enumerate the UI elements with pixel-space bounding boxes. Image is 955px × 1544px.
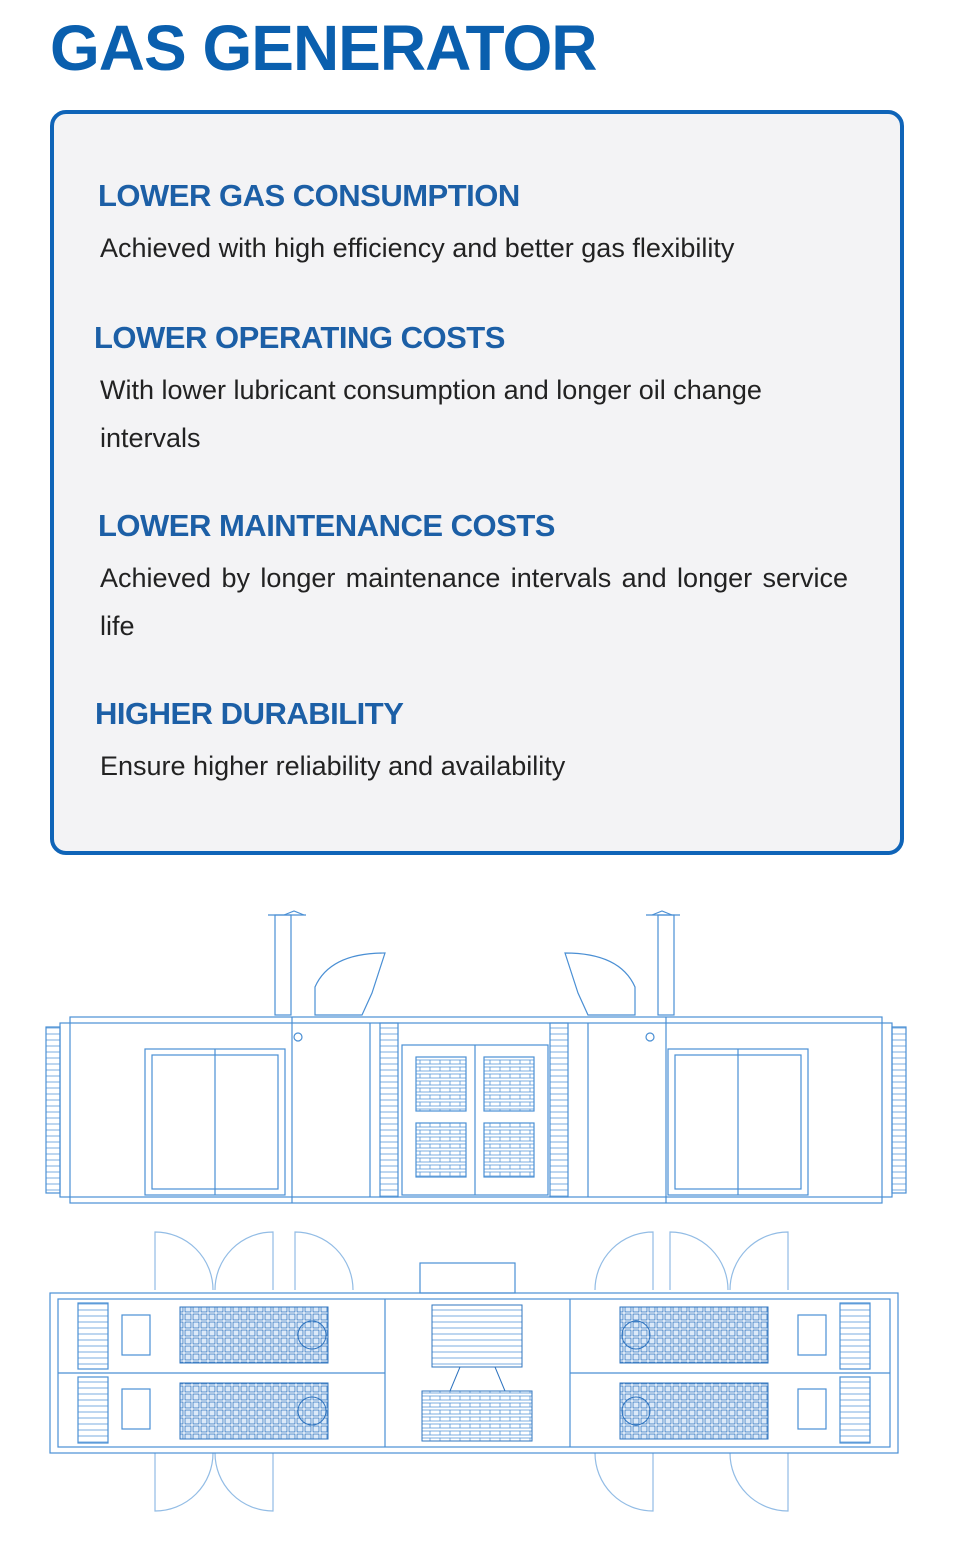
feature-operating-costs <box>94 318 844 462</box>
feature-title: LOWER OPERATING COSTS <box>94 320 505 355</box>
feature-title: LOWER GAS CONSUMPTION <box>98 178 520 213</box>
feature-description: Achieved with high efficiency and better gas flexibility <box>100 233 735 263</box>
intake-hood-right <box>565 953 635 1015</box>
feature-durability <box>95 694 845 790</box>
feature-maintenance-costs <box>98 506 848 650</box>
feature-description: Achieved by longer maintenance intervals and longer service life <box>100 563 848 641</box>
generator-technical-drawing <box>40 905 915 1540</box>
feature-title: HIGHER DURABILITY <box>95 696 404 731</box>
engine-4 <box>620 1383 768 1439</box>
plan-view <box>50 1232 898 1511</box>
feature-description: Ensure higher reliability and availability <box>100 751 566 781</box>
engine-2 <box>180 1383 328 1439</box>
exhaust-stack-left <box>275 915 291 1015</box>
intake-hood-left <box>315 953 385 1015</box>
page-title: GAS GENERATOR <box>50 12 597 84</box>
elevation-view <box>46 911 906 1203</box>
feature-description: With lower lubricant consumption and longer oil change intervals <box>100 375 762 453</box>
engine-3 <box>620 1307 768 1363</box>
feature-gas-consumption <box>98 176 848 272</box>
feature-title: LOWER MAINTENANCE COSTS <box>98 508 555 543</box>
features-panel <box>50 110 904 855</box>
exhaust-stack-right <box>658 915 674 1015</box>
engine-1 <box>180 1307 328 1363</box>
